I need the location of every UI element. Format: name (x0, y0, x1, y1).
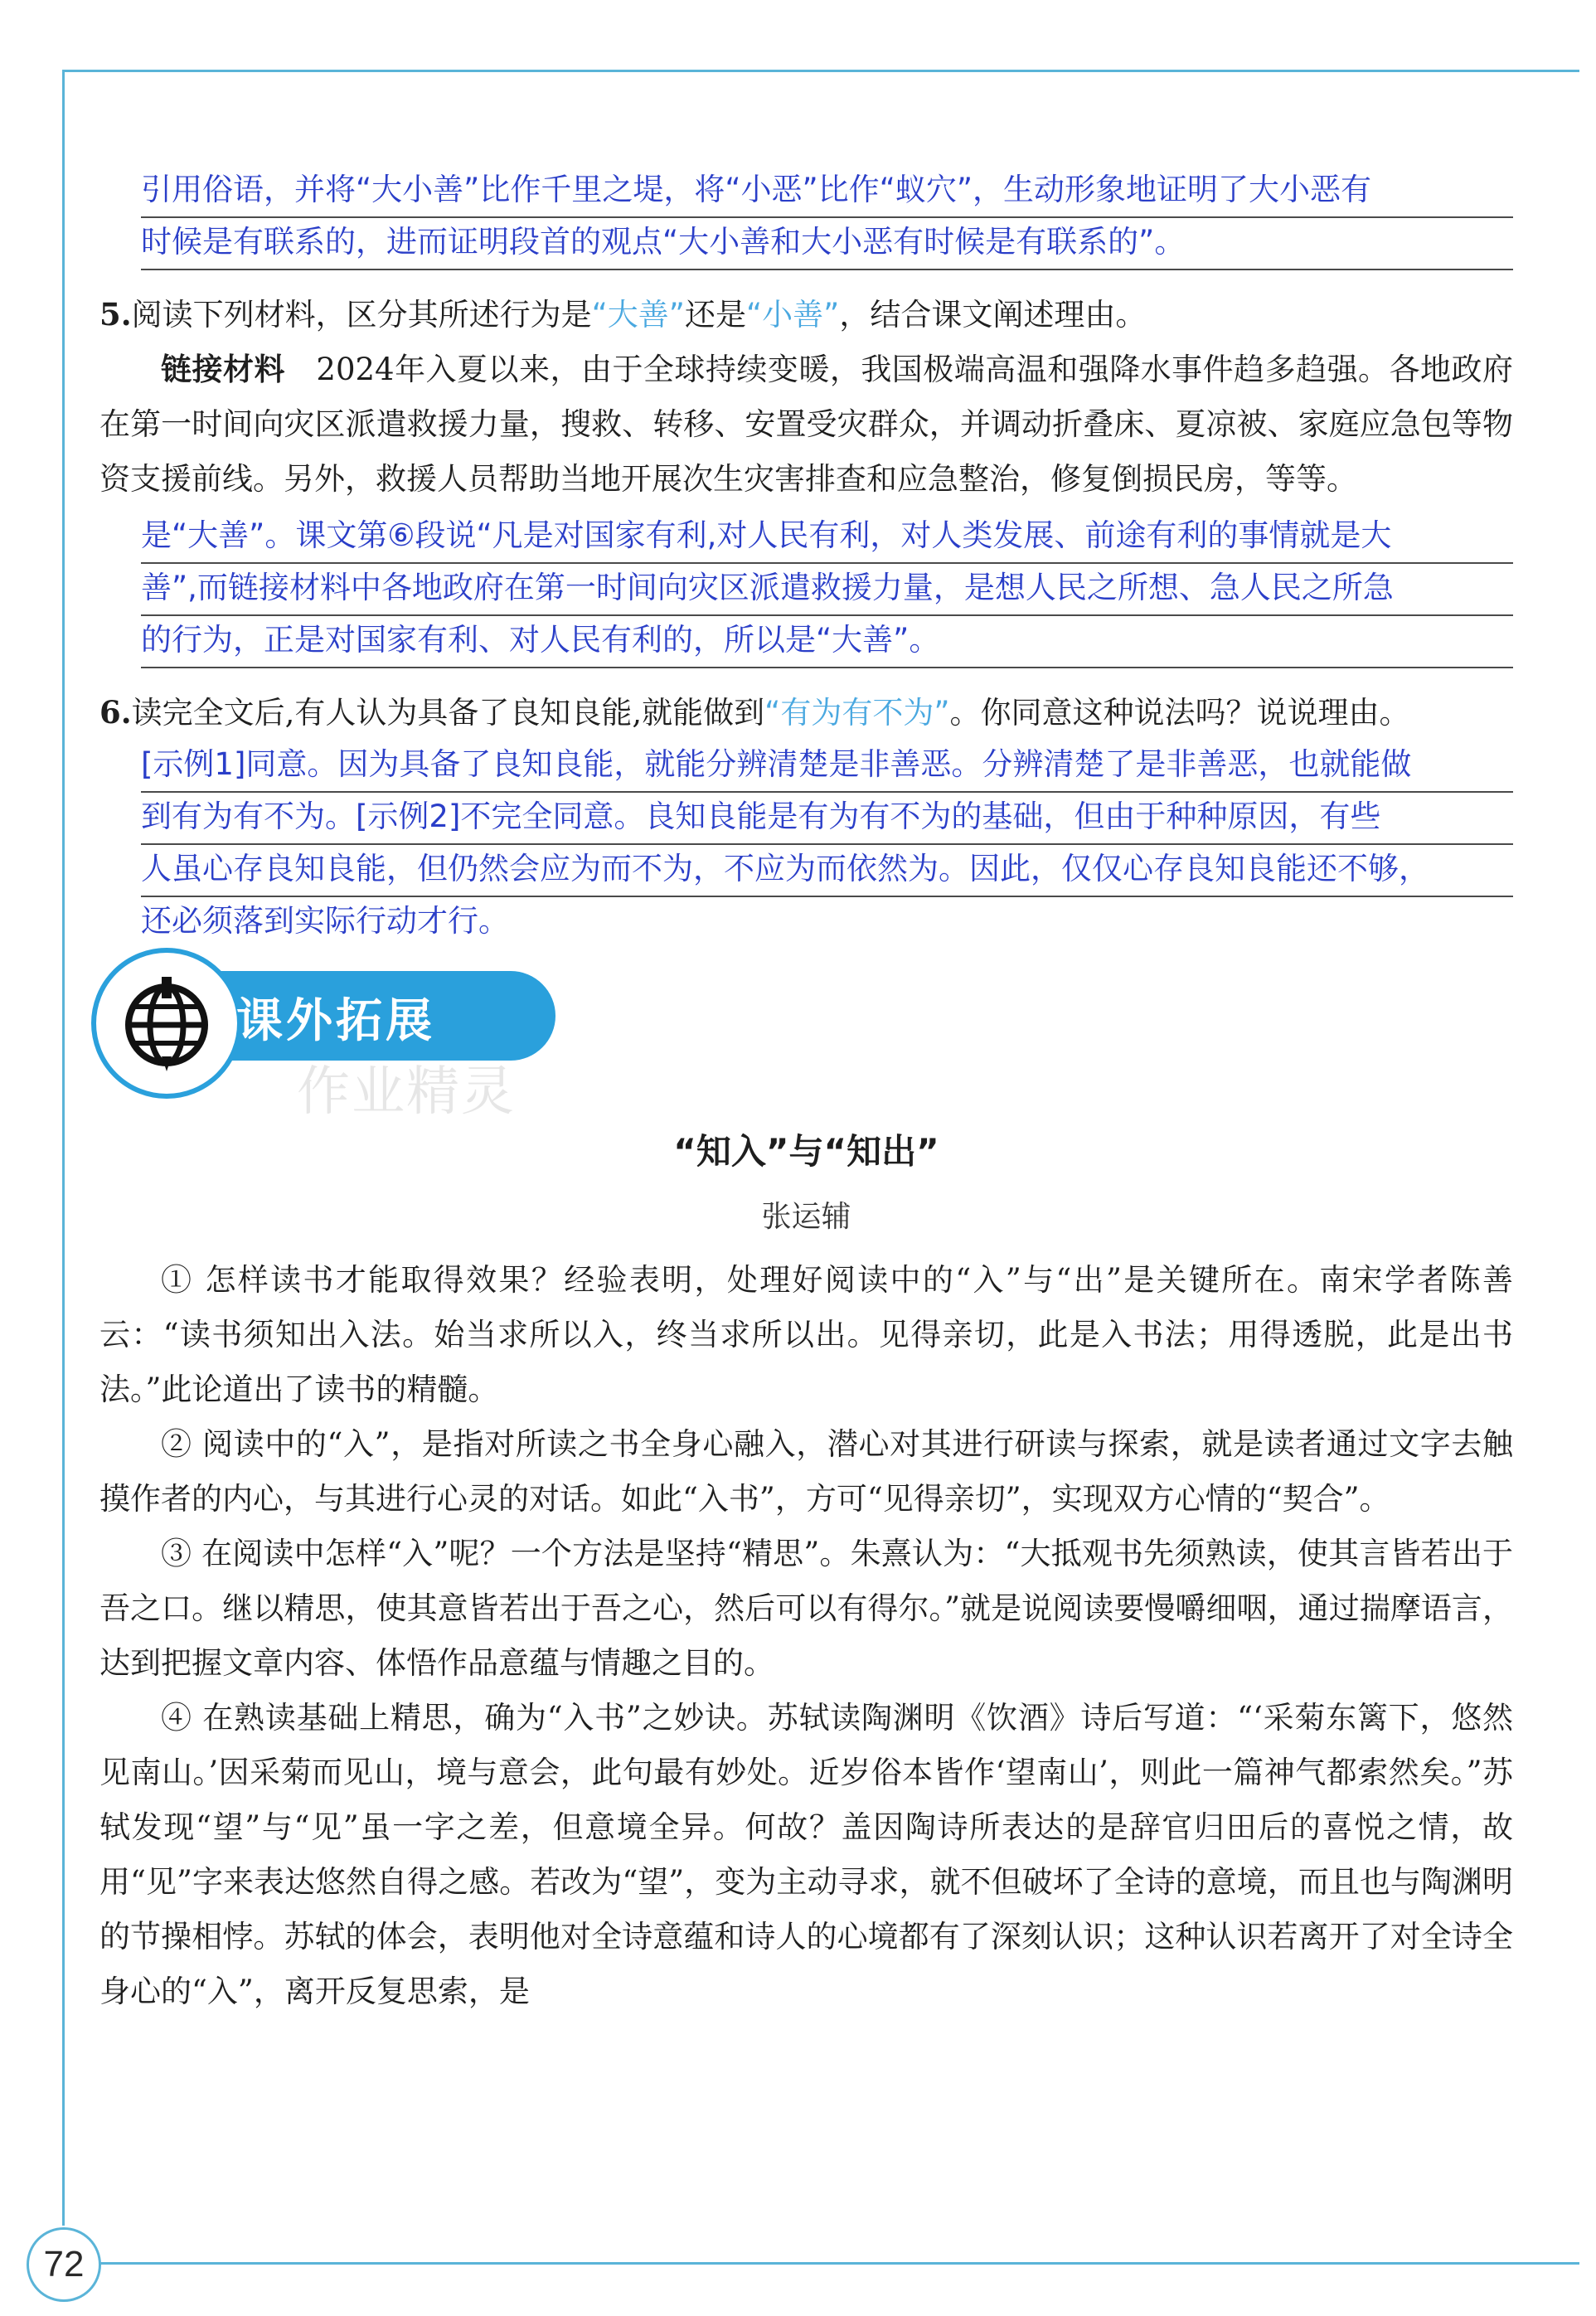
answer-line: 到有为有不为。[示例2]不完全同意。良知良能是有为有不为的基础，但由于种种原因，有些 (141, 793, 1513, 845)
answer-line: 人虽心存良知良能，但仍然会应为而不为，不应为而依然为。因此，仅仅心存良知良能还不够， (141, 845, 1513, 897)
answer-line: 引用俗语，并将“大小善”比作千里之堤，将“小恶”比作“蚁穴”，生动形象地证明了大小恶有 (141, 166, 1513, 218)
question-number: 5. (99, 296, 132, 333)
answer-line: 善”,而链接材料中各地政府在第一时间向灾区派遣救援力量，是想人民之所想、急人民之所急 (141, 564, 1513, 616)
article-paragraph: ② 阅读中的“入”，是指对所读之书全身心融入，潜心对其进行研读与探索，就是读者通过文字去触摸作者的内心，与其进行心灵的对话。如此“入书”，方可“见得亲切”，实现双方心情的“契合”。 (99, 1426, 1513, 1517)
material-label: 链接材料 (161, 352, 285, 387)
section-title: 课外拓展 (236, 994, 435, 1048)
answer-line: 的行为，正是对国家有利、对人民有利的，所以是“大善”。 (141, 616, 1513, 668)
page-frame-top (62, 70, 1579, 72)
article-author: 张运辅 (761, 1200, 851, 1234)
page-number: 72 (27, 2227, 101, 2302)
highlight-term: “有为有不为” (764, 695, 950, 731)
q6-answer (141, 740, 1513, 948)
globe-pen-icon (91, 948, 242, 1099)
highlight-term: “小善” (745, 297, 840, 333)
answer-line: 还必须落到实际行动才行。 (141, 903, 509, 939)
question-text: ，结合课文阐述理由。 (839, 297, 1147, 333)
question-text: 读完全文后,有人认为具备了良知良能,就能做到 (131, 695, 765, 731)
answer-line: 时候是有联系的，进而证明段首的观点“大小善和大小恶有时候是有联系的”。 (141, 218, 1513, 270)
article-title: “知入”与“知出” (673, 1131, 939, 1172)
highlight-term: “大善” (591, 297, 685, 333)
page-frame-left (62, 70, 65, 2226)
section-banner (91, 948, 1513, 1123)
page-frame-bottom (98, 2262, 1579, 2265)
answer-line: [示例1]同意。因为具备了良知良能，就能分辨清楚是非善恶。分辨清楚了是非善恶，也就能做 (141, 740, 1513, 793)
question-6 (99, 685, 1513, 740)
question-number: 6. (99, 694, 132, 731)
article-paragraph: ① 怎样读书才能取得效果？经验表明，处理好阅读中的“入”与“出”是关键所在。南宋学者陈善云：“读书须知出入法。始当求所以入，终当求所以出。见得亲切，此是入书法；用得透脱，此是出书法。”此论道出了读书的精髓。 (99, 1262, 1513, 1407)
q5-answer (141, 512, 1513, 668)
article-paragraph: ③ 在阅读中怎样“入”呢？一个方法是坚持“精思”。朱熹认为：“大抵观书先须熟读，使其言皆若出于吾之口。继以精思，使其意皆若出于吾之心，然后可以有得尔。”就是说阅读要慢嚼细咽，通过揣摩语言，达到把握文章内容、体悟作品意蕴与情趣之目的。 (99, 1536, 1513, 1681)
page-content (99, 166, 1513, 2019)
q4-answer (141, 166, 1513, 270)
article-paragraph: ④ 在熟读基础上精思，确为“入书”之妙诀。苏轼读陶渊明《饮酒》诗后写道：“‘采菊东篱下，悠然见南山。’因采菊而见山，境与意会，此句最有妙处。近岁俗本皆作‘望南山’，则此一篇神气都索然矣。”苏轼发现“望”与“见”虽一字之差，但意境全异。何故？盖因陶诗所表达的是辞官归田后的喜悦之情，故用“见”字来表达悠然自得之感。若改为“望”，变为主动寻求，就不但破坏了全诗的意境，而且也与陶渊明的节操相悖。苏轼的体会，表明他对全诗意蕴和诗人的心境都有了深刻认识；这种认识若离开了对全诗全身心的“入”，离开反复思索，是 (99, 1700, 1513, 2009)
question-text: 。你同意这种说法吗？说说理由。 (949, 695, 1410, 731)
linked-material (99, 342, 1513, 507)
question-text: 还是 (684, 297, 746, 333)
answer-line: 是“大善”。课文第⑥段说“凡是对国家有利,对人民有利，对人类发展、前途有利的事情就是大 (141, 512, 1513, 564)
material-text: 2024年入夏以来，由于全球持续变暖，我国极端高温和强降水事件趋多趋强。各地政府在第一时间向灾区派遣救援力量，搜救、转移、安置受灾群众，并调动折叠床、夏凉被、家庭应急包等物资支援前线。另外，救援人员帮助当地开展次生灾害排查和应急整治，修复倒损民房，等等。 (99, 352, 1513, 497)
watermark: 作业精灵 (297, 1061, 516, 1123)
question-5 (99, 287, 1513, 342)
question-text: 阅读下列材料，区分其所述行为是 (131, 297, 592, 333)
